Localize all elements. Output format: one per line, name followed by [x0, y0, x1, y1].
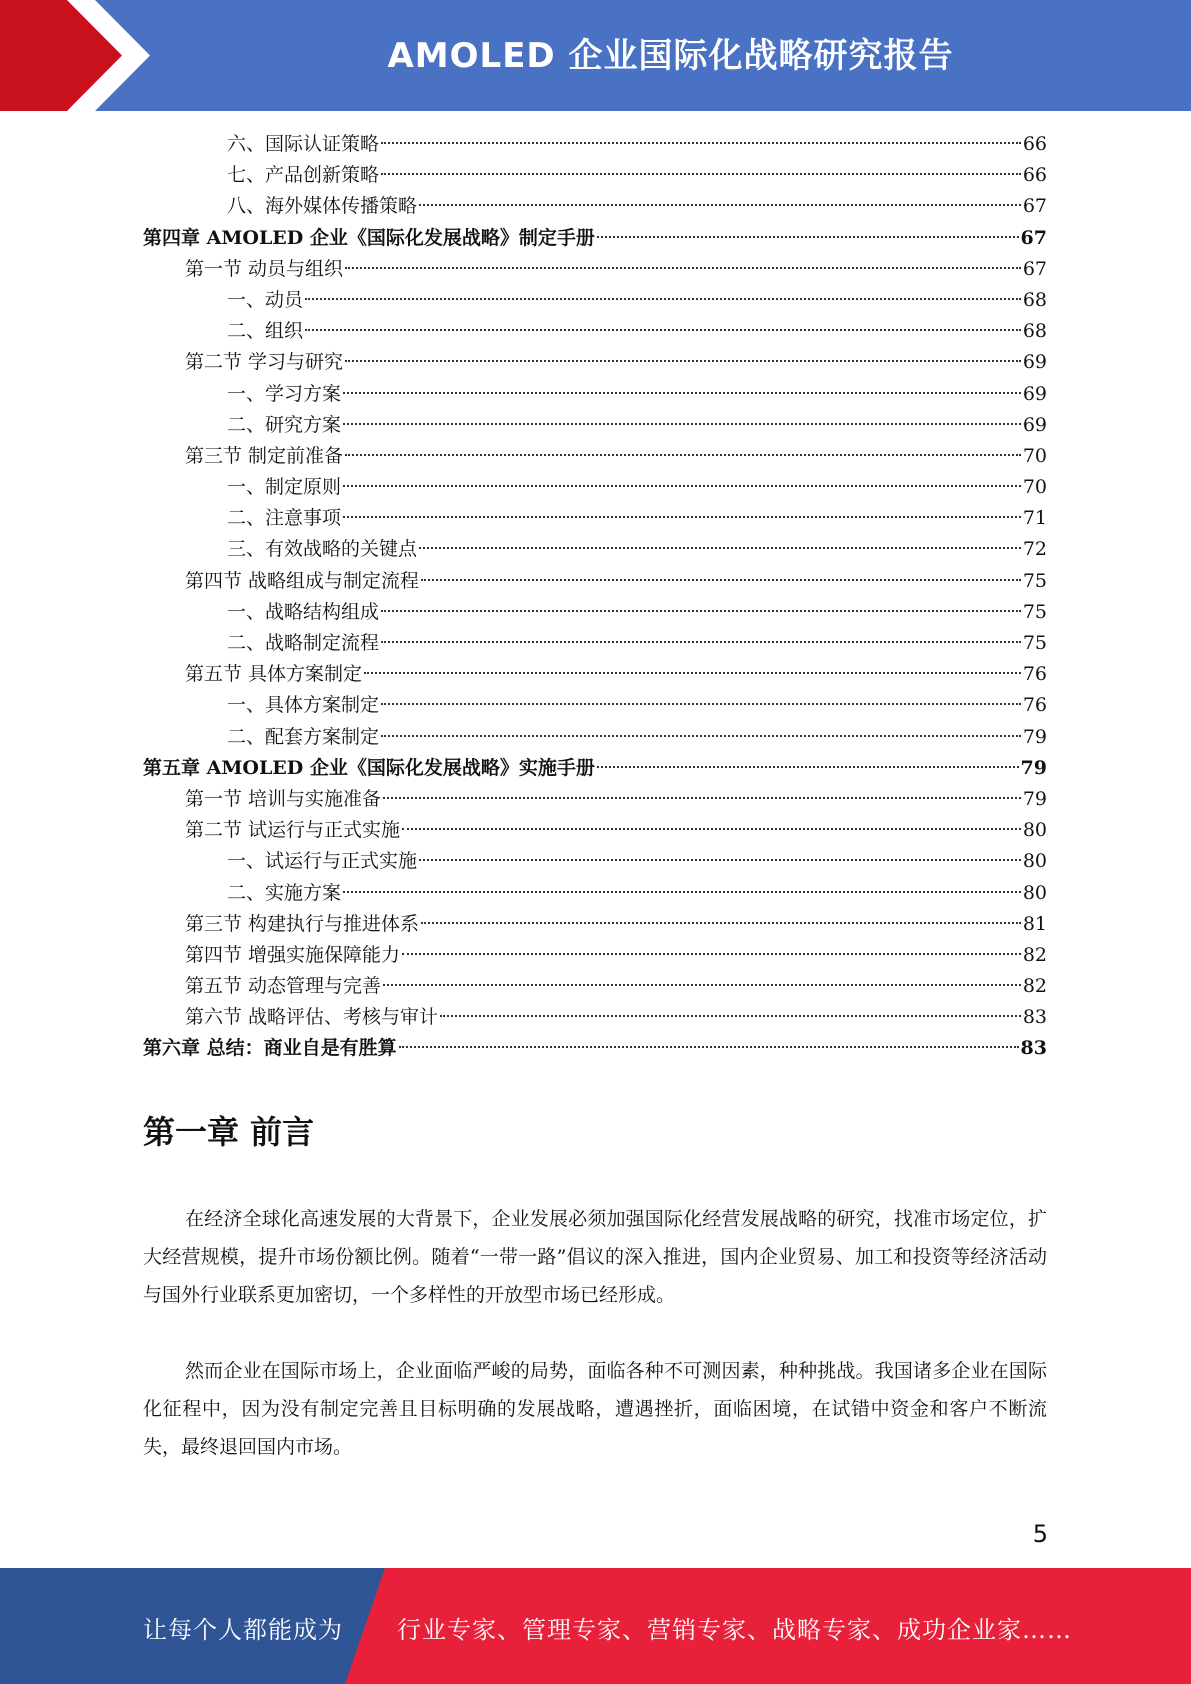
toc-entry-page: 79 [1022, 787, 1047, 810]
toc-entry[interactable] [143, 191, 1047, 222]
toc-entry[interactable] [143, 472, 1047, 503]
toc-entry-page: 79 [1020, 756, 1047, 779]
toc-entry[interactable] [143, 285, 1047, 316]
toc-entry-label: 二、战略制定流程 [227, 632, 380, 654]
toc-entry-label: 一、学习方案 [227, 382, 342, 405]
toc-entry[interactable] [143, 1002, 1047, 1033]
toc-dot-leader [345, 360, 1021, 362]
toc-dot-leader [597, 236, 1019, 238]
toc-entry[interactable] [143, 909, 1047, 940]
toc-entry-label: 一、制定原则 [227, 476, 342, 499]
toc-dot-leader [421, 922, 1021, 924]
toc-entry-label: 一、战略结构组成 [227, 600, 380, 623]
toc-dot-leader [383, 797, 1021, 799]
toc-entry[interactable] [143, 223, 1047, 254]
toc-entry-label: 第二节 学习与研究 [185, 351, 344, 374]
toc-dot-leader [419, 547, 1021, 549]
toc-entry[interactable] [143, 659, 1047, 690]
toc-entry-page: 76 [1022, 663, 1047, 686]
footer-slogan-left: 让每个人都能成为 [143, 1616, 343, 1644]
toc-entry-page: 70 [1022, 444, 1047, 467]
toc-entry-label: 六、国际认证策略 [227, 133, 380, 155]
toc-entry-label: 第六章 总结：商业自是有胜算 [143, 1037, 397, 1060]
toc-entry-page: 81 [1022, 912, 1047, 935]
toc-entry[interactable] [143, 503, 1047, 534]
toc-entry[interactable] [143, 566, 1047, 597]
toc-entry-page: 67 [1020, 226, 1047, 249]
toc-entry-page: 82 [1022, 943, 1047, 966]
toc-entry-page: 69 [1022, 382, 1047, 405]
toc-entry-page: 75 [1022, 632, 1047, 654]
toc-entry-page: 71 [1022, 507, 1047, 530]
toc-dot-leader [381, 142, 1021, 144]
toc-dot-leader [421, 579, 1021, 581]
toc-dot-leader [364, 672, 1021, 674]
page-footer [0, 1568, 1191, 1684]
toc-entry-label: 第二节 试运行与正式实施 [185, 819, 401, 842]
toc-dot-leader [345, 454, 1021, 456]
toc-entry[interactable] [143, 597, 1047, 628]
toc-entry-label: 第四节 战略组成与制定流程 [185, 569, 420, 592]
toc-entry-page: 80 [1022, 881, 1047, 904]
toc-entry[interactable] [143, 940, 1047, 971]
toc-entry-page: 66 [1022, 164, 1047, 187]
toc-dot-leader [343, 485, 1021, 487]
toc-entry[interactable] [143, 441, 1047, 472]
toc-entry-page: 68 [1022, 320, 1047, 343]
toc-entry-page: 67 [1022, 195, 1047, 218]
toc-dot-leader [381, 641, 1021, 643]
toc-dot-leader [381, 703, 1021, 705]
toc-entry-label: 第四节 增强实施保障能力 [185, 943, 401, 966]
chapter-title: 第一章 前言 [143, 1113, 315, 1151]
toc-entry-page: 70 [1022, 476, 1047, 499]
toc-entry[interactable] [143, 410, 1047, 441]
toc-entry-label: 第一节 培训与实施准备 [185, 787, 382, 810]
toc-entry-label: 第四章 AMOLED 企业《国际化发展战略》制定手册 [143, 226, 595, 249]
page-number: 5 [1032, 1520, 1048, 1548]
toc-entry-page: 67 [1022, 257, 1047, 280]
toc-entry-page: 72 [1022, 538, 1047, 561]
toc-entry[interactable] [143, 722, 1047, 753]
toc-entry[interactable] [143, 129, 1047, 160]
toc-entry-page: 66 [1022, 133, 1047, 155]
toc-entry-label: 一、具体方案制定 [227, 694, 380, 717]
toc-entry-label: 二、实施方案 [227, 881, 342, 904]
toc-entry-page: 80 [1022, 819, 1047, 842]
toc-entry-page: 69 [1022, 413, 1047, 436]
toc-dot-leader [343, 891, 1021, 893]
toc-dot-leader [419, 204, 1021, 206]
toc-entry-label: 第五节 动态管理与完善 [185, 975, 382, 998]
header-title: AMOLED 企业国际化战略研究报告 [387, 36, 954, 76]
paragraph-2: 然而企业在国际市场上，企业面临严峻的局势，面临各种不可测因素，种种挑战。我国诸多企业在国际化征程中，因为没有制定完善且目标明确的发展战略，遭遇挫折，面临困境，在试错中资金和客户不断流失，最终退回国内市场。 [143, 1360, 1047, 1458]
toc-entry[interactable] [143, 347, 1047, 378]
toc-entry-label: 二、注意事项 [227, 507, 342, 530]
toc-entry-label: 七、产品创新策略 [227, 164, 380, 187]
toc-entry-label: 第三节 制定前准备 [185, 444, 344, 467]
footer-slogan-right: 行业专家、管理专家、营销专家、战略专家、成功企业家…… [397, 1616, 1072, 1644]
toc-dot-leader [597, 766, 1019, 768]
toc-entry-label: 第五节 具体方案制定 [185, 663, 363, 686]
toc-entry[interactable] [143, 254, 1047, 285]
toc-dot-leader [305, 329, 1021, 331]
toc-entry[interactable] [143, 784, 1047, 815]
toc-entry-label: 第三节 构建执行与推进体系 [185, 912, 420, 935]
toc-dot-leader [345, 267, 1021, 269]
toc-entry-label: 第六节 战略评估、考核与审计 [185, 1006, 439, 1029]
table-of-contents [143, 129, 1047, 1065]
toc-entry[interactable] [143, 534, 1047, 565]
toc-entry[interactable] [143, 316, 1047, 347]
toc-entry[interactable] [143, 753, 1047, 784]
toc-dot-leader [343, 423, 1021, 425]
toc-entry[interactable] [143, 160, 1047, 191]
toc-entry-page: 69 [1022, 351, 1047, 374]
toc-entry[interactable] [143, 878, 1047, 909]
toc-entry-page: 68 [1022, 288, 1047, 311]
toc-entry[interactable] [143, 971, 1047, 1002]
toc-entry[interactable] [143, 846, 1047, 877]
toc-dot-leader [402, 953, 1021, 955]
toc-entry-page: 75 [1022, 600, 1047, 623]
toc-dot-leader [305, 298, 1021, 300]
toc-dot-leader [381, 735, 1021, 737]
toc-dot-leader [381, 173, 1021, 175]
toc-entry[interactable] [143, 690, 1047, 721]
paragraph-1: 在经济全球化高速发展的大背景下，企业发展必须加强国际化经营发展战略的研究，找准市场定位，扩大经营规模，提升市场份额比例。随着“一带一路”倡议的深入推进，国内企业贸易、加工和投资等经济活动与国外行业联系更加密切，一个多样性的开放型市场已经形成。 [143, 1208, 1047, 1306]
toc-entry-label: 第五章 AMOLED 企业《国际化发展战略》实施手册 [143, 756, 595, 779]
toc-entry-label: 八、海外媒体传播策略 [227, 195, 418, 218]
toc-entry-page: 76 [1022, 694, 1047, 717]
toc-entry-page: 82 [1022, 975, 1047, 998]
toc-entry-page: 75 [1022, 569, 1047, 592]
toc-entry-label: 一、动员 [227, 288, 304, 311]
toc-entry-label: 二、组织 [227, 320, 304, 343]
header-chevron-decoration [0, 0, 160, 111]
toc-dot-leader [419, 859, 1021, 861]
page-header [0, 0, 1191, 111]
toc-entry-page: 83 [1022, 1006, 1047, 1029]
toc-entry-page: 83 [1020, 1037, 1047, 1060]
toc-entry-label: 第一节 动员与组织 [185, 257, 344, 280]
toc-entry-label: 二、配套方案制定 [227, 725, 380, 748]
toc-entry[interactable] [143, 815, 1047, 846]
toc-dot-leader [440, 1015, 1021, 1017]
toc-entry-page: 80 [1022, 850, 1047, 873]
toc-entry[interactable] [143, 628, 1047, 659]
toc-dot-leader [343, 392, 1021, 394]
toc-entry-label: 一、试运行与正式实施 [227, 850, 418, 873]
toc-dot-leader [402, 828, 1021, 830]
toc-dot-leader [381, 610, 1021, 612]
toc-dot-leader [343, 516, 1021, 518]
toc-entry-page: 79 [1022, 725, 1047, 748]
toc-dot-leader [399, 1046, 1019, 1048]
toc-dot-leader [383, 984, 1021, 986]
toc-entry[interactable] [143, 379, 1047, 410]
toc-entry[interactable] [143, 1033, 1047, 1064]
toc-entry-label: 二、研究方案 [227, 413, 342, 436]
toc-entry-label: 三、有效战略的关键点 [227, 538, 418, 561]
